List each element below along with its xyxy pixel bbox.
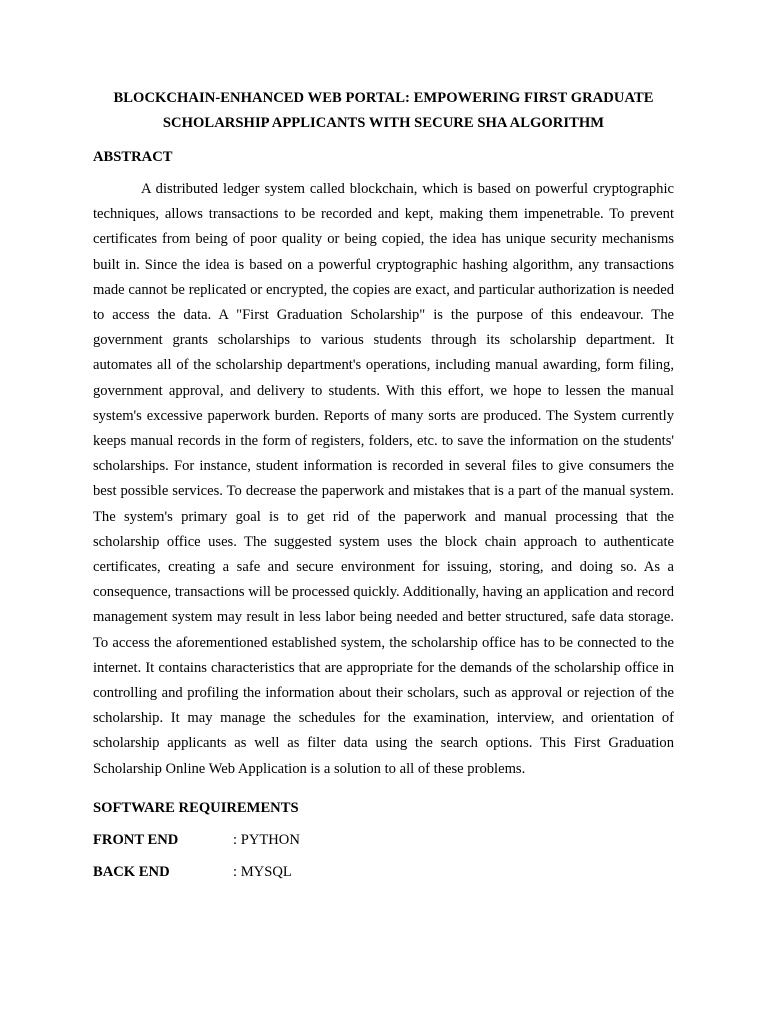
abstract-heading: ABSTRACT (93, 149, 173, 165)
requirement-row-back-end (93, 862, 674, 882)
requirement-label: BACK END (93, 863, 170, 880)
title-line-2: SCHOLARSHIP APPLICANTS WITH SECURE SHA ALGORITHM (162, 115, 605, 131)
abstract-paragraph: A distributed ledger system called blockchain, which is based on powerful cryptographic techniques, allows transactions to be recorded and kept, making them impenetrable. To prevent certificates from being of poor quality or being copied, the idea has unique security mechanisms built in. Since the idea is based on a powerful cryptographic hashing algorithm, any transactions made cannot be replicated or encrypted, the copies are exact, and particular authorization is needed to access the data. A "First Graduation Scholarship" is the purpose of this endeavour. The government grants scholarships to various students through its scholarship department. It automates all of the scholarship department's operations, including manual awarding, form filing, government approval, and delivery to students. With this effort, we hope to lessen the manual system's excessive paperwork burden. Reports of many sorts are produced. The System currently keeps manual records in the form of registers, folders, etc. to save the information on the students' scholarships. For instance, student information is recorded in several files to give consumers the best possible services. To decrease the paperwork and mistakes that is a part of the manual system. The system's primary goal is to get rid of the paperwork and manual processing that the scholarship office uses. The suggested system uses the block chain approach to authenticate certificates, creating a safe and secure environment for issuing, storing, and doing so. As a consequence, transactions will be processed quickly. Additionally, having an application and record management system may result in less labor being needed and better structured, safe data storage. To access the aforementioned established system, the scholarship office has to be connected to the internet. It contains characteristics that are appropriate for the demands of the scholarship office in controlling and profiling the information about their scholars, such as approval or rejection of the scholarship. It may manage the schedules for the examination, interview, and orientation of scholarship applicants as well as filter data using the search options. This First Graduation Scholarship Online Web Application is a solution to all of these problems. (93, 181, 674, 777)
requirement-row-front-end (93, 830, 674, 850)
title-line-1: BLOCKCHAIN-ENHANCED WEB PORTAL: EMPOWERING FIRST GRADUATE (113, 90, 654, 106)
document-title (93, 86, 674, 136)
document-page (93, 86, 674, 882)
requirement-label: FRONT END (93, 831, 179, 848)
requirement-value: : PYTHON (233, 831, 300, 848)
requirement-value: : MYSQL (233, 863, 292, 880)
software-requirements-heading: SOFTWARE REQUIREMENTS (93, 799, 299, 816)
